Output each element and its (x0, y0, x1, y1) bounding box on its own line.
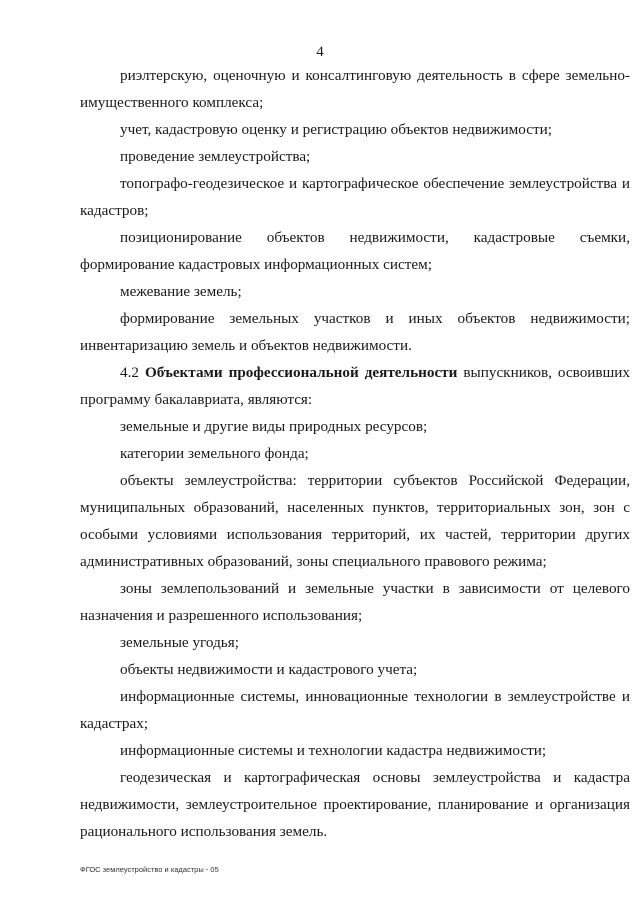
page-footer: ФГОС землеустройство и кадастры - 05 (80, 865, 219, 874)
list-item: информационные системы и технологии кадастра недвижимости; (120, 742, 547, 759)
list-item: объекты недвижимости и кадастрового учета; (120, 661, 418, 678)
list-item: топографо-геодезическое и картографическое обеспечение землеустройства и кадастров; (80, 175, 630, 219)
section-4-2-heading (80, 359, 630, 413)
list-item: геодезическая и картографическая основы землеустройства и кадастра недвижимости, землеустроительное проектирование, планирование и организация рационального использования земель. (80, 769, 630, 840)
list-item: проведение землеустройства; (120, 148, 311, 165)
list-item: учет, кадастровую оценку и регистрацию объектов недвижимости; (120, 121, 552, 138)
list-item: категории земельного фонда; (120, 445, 309, 462)
list-item: формирование земельных участков и иных объектов недвижимости; инвентаризацию земель и объектов недвижимости. (80, 310, 630, 354)
section-bold-term: Объектами профессиональной деятельности (144, 364, 458, 381)
list-item: зоны землепользований и земельные участки в зависимости от целевого назначения и разрешенного использования; (80, 580, 630, 624)
list-item: риэлтерскую, оценочную и консалтинговую деятельность в сфере земельно-имущественного комплекса; (80, 67, 630, 111)
section-number: 4.2 (120, 364, 139, 381)
document-body (80, 62, 630, 845)
list-item: объекты землеустройства: территории субъектов Российской Федерации, муниципальных образований, населенных пунктов, территориальных зон, зон с особыми условиями использования территорий, их частей, территории других административных образований, зоны специального правового режима; (80, 472, 630, 570)
list-item: позиционирование объектов недвижимости, кадастровые съемки, формирование кадастровых информационных систем; (80, 229, 630, 273)
list-item: информационные системы, инновационные технологии в землеустройстве и кадастрах; (80, 688, 630, 732)
section-rest-text: выпускников, освоивших программу бакалавриата, являются: (80, 364, 631, 408)
list-item: межевание земель; (120, 283, 242, 300)
list-item: земельные и другие виды природных ресурсов; (120, 418, 428, 435)
page-number: 4 (316, 44, 324, 60)
list-item: земельные угодья; (120, 634, 239, 651)
